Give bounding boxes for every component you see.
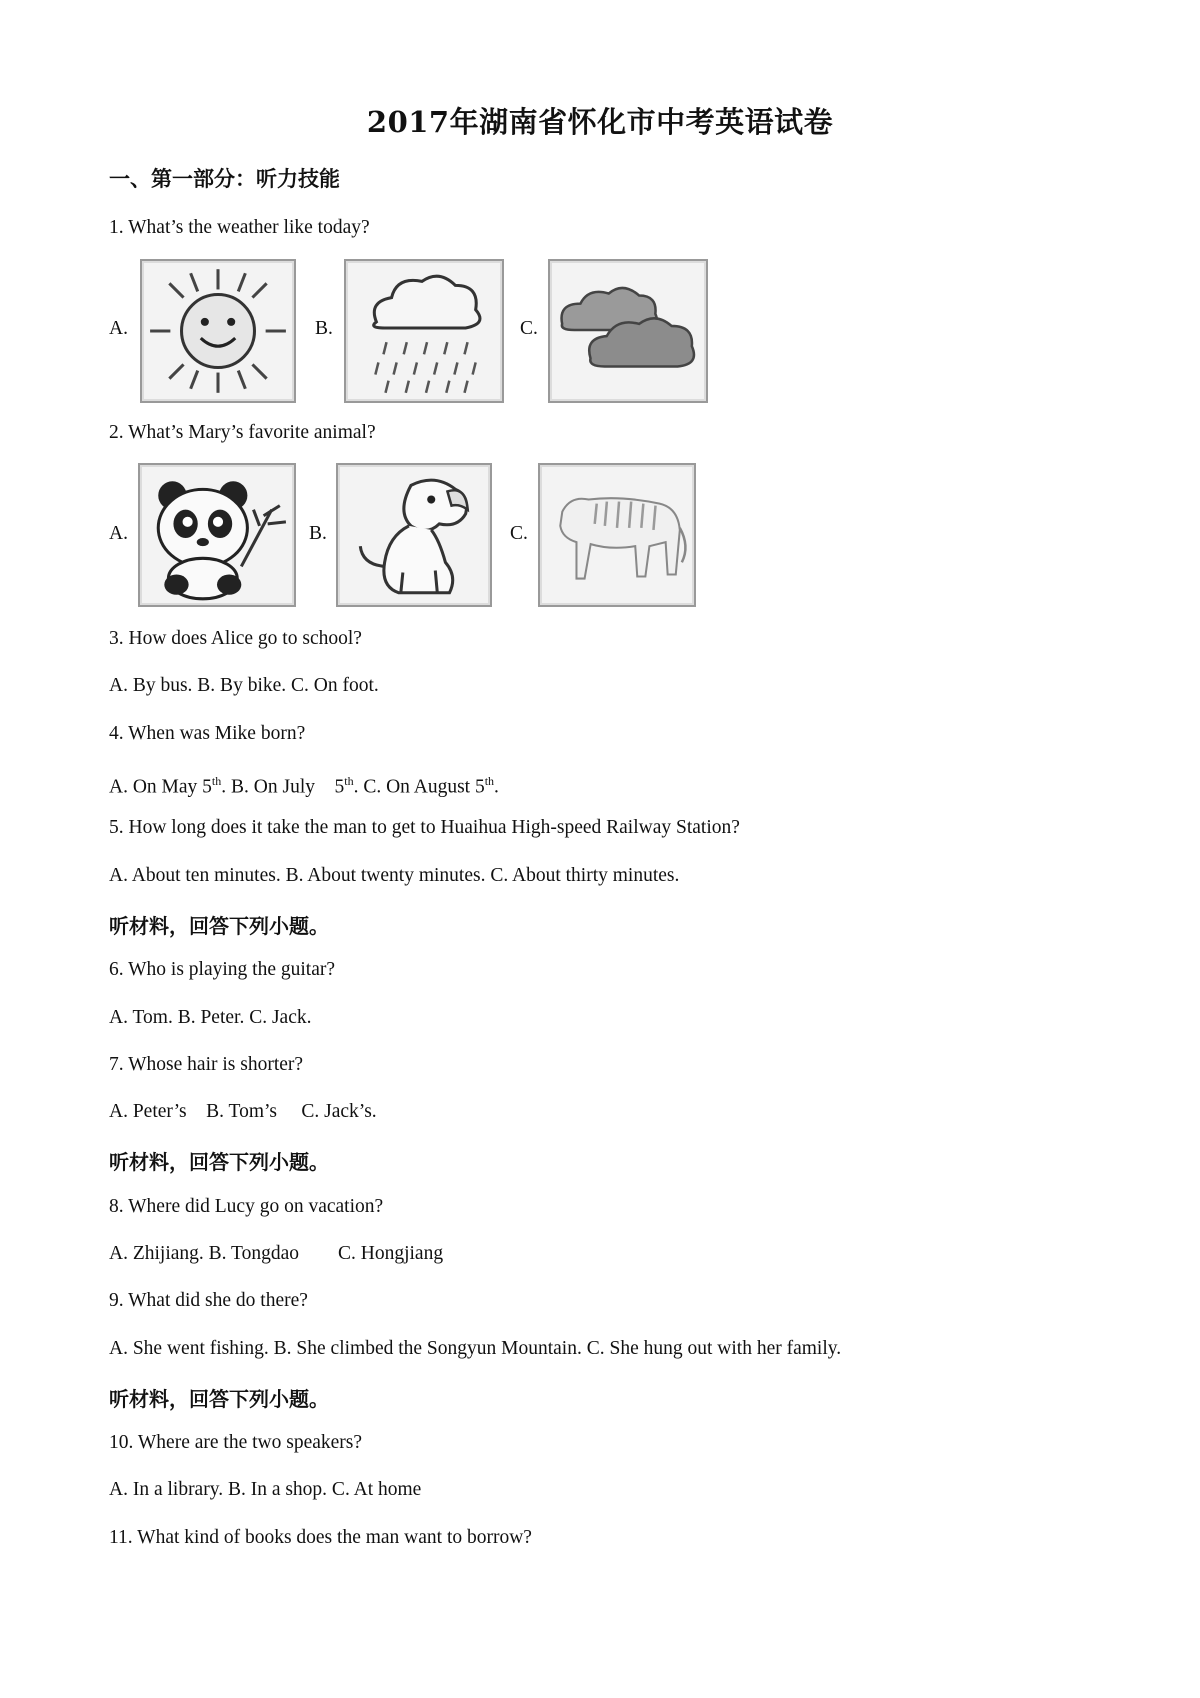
question-3: 3. How does Alice go to school? [109, 628, 362, 649]
question-5: 5. How long does it take the man to get to Huaihua High-speed Railway Station? [109, 817, 740, 838]
question-1: 1. What’s the weather like today? [109, 217, 370, 238]
panda-icon [138, 463, 296, 607]
listen-heading-1: 听材料，回答下列小题。 [109, 914, 329, 938]
answer-8: A. Zhijiang. B. Tongdao C. Hongjiang [109, 1243, 444, 1264]
question-10: 10. Where are the two speakers? [109, 1432, 363, 1453]
dog-icon [336, 463, 492, 607]
question-9: 9. What did she do there? [109, 1290, 308, 1311]
answer-3: A. By bus. B. By bike. C. On foot. [109, 675, 379, 696]
rain-cloud-icon [344, 259, 504, 403]
q2-option-c-label: C. [510, 523, 528, 544]
answer-9: A. She went fishing. B. She climbed the Songyun Mountain. C. She hung out with her family. [109, 1338, 842, 1359]
sun-icon [140, 259, 296, 403]
answer-5: A. About ten minutes. B. About twenty minutes. C. About thirty minutes. [109, 865, 680, 886]
question-6: 6. Who is playing the guitar? [109, 959, 336, 980]
question-11: 11. What kind of books does the man want to borrow? [109, 1527, 532, 1548]
page-title: 2017年湖南省怀化市中考英语试卷 [366, 105, 834, 139]
question-4: 4. When was Mike born? [109, 723, 306, 744]
section-heading: 一、第一部分：听力技能 [109, 167, 340, 191]
question-2: 2. What’s Mary’s favorite animal? [109, 422, 376, 443]
question-7: 7. Whose hair is shorter? [109, 1054, 304, 1075]
answer-7: A. Peter’s B. Tom’s C. Jack’s. [109, 1101, 377, 1122]
q1-option-a-label: A. [109, 318, 128, 339]
q2-option-a-label: A. [109, 523, 128, 544]
tiger-icon [538, 463, 696, 607]
answer-6: A. Tom. B. Peter. C. Jack. [109, 1007, 312, 1028]
answer-4: A. On May 5th. B. On July 5th. C. On August 5th. [109, 774, 499, 798]
listen-heading-3: 听材料，回答下列小题。 [109, 1387, 329, 1411]
answer-10: A. In a library. B. In a shop. C. At home [109, 1479, 422, 1500]
question-8: 8. Where did Lucy go on vacation? [109, 1196, 384, 1217]
listen-heading-2: 听材料，回答下列小题。 [109, 1150, 329, 1174]
clouds-icon [548, 259, 708, 403]
q1-option-b-label: B. [315, 318, 333, 339]
q2-option-b-label: B. [309, 523, 327, 544]
q1-option-c-label: C. [520, 318, 538, 339]
